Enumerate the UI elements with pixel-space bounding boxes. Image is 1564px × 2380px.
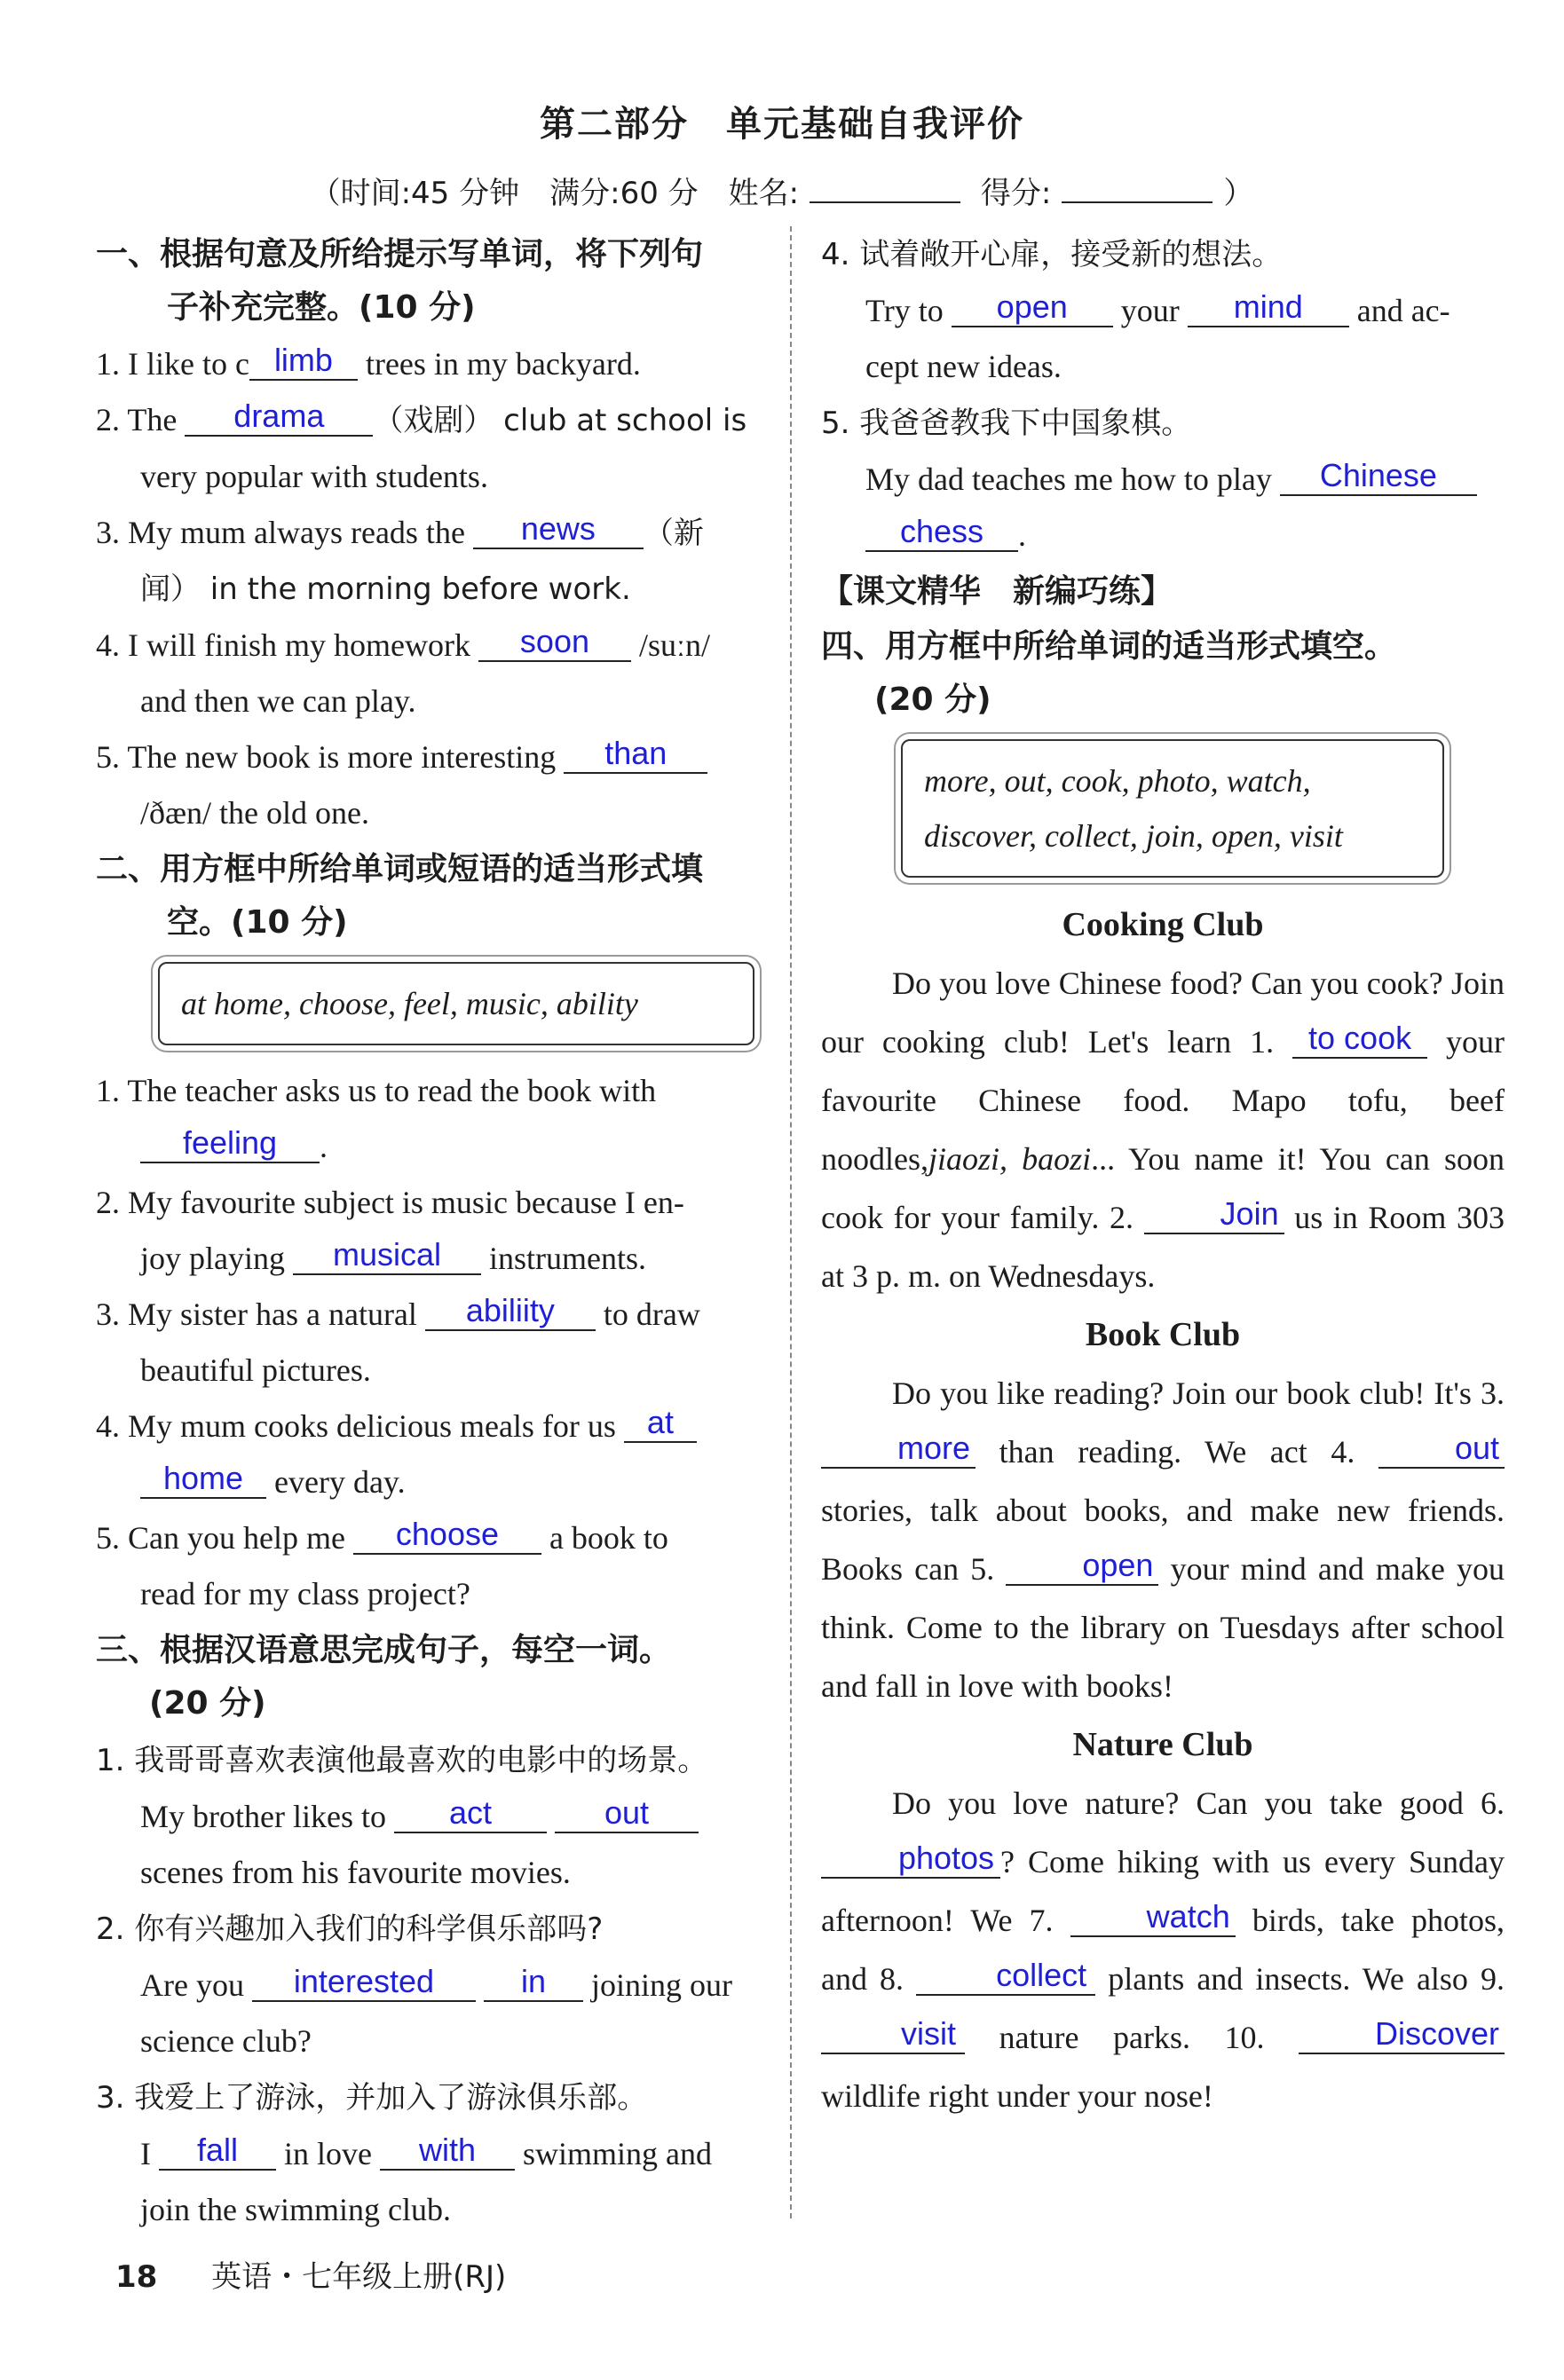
s1-item-text: and then we can play. — [140, 683, 416, 719]
answer-blank: out — [555, 1794, 699, 1833]
passage-text: your favourite Chinese food. Mapo tofu, beef noodles, — [821, 1024, 1505, 1177]
section1-heading-line1: 一、根据句意及所给提示写单词，将下列句 — [96, 236, 704, 272]
section2-word-box — [158, 962, 754, 1045]
cooking-club-title: Cooking Club — [1062, 906, 1264, 943]
s3-item-text: Are you — [140, 1967, 252, 2003]
s1-item-text: /suːn/ — [630, 627, 710, 663]
answer-blank: Discover — [1299, 2015, 1505, 2054]
s3-item-text: . — [1018, 517, 1026, 553]
section1-heading — [96, 228, 779, 335]
s3-item-text: joining our — [582, 1967, 732, 2003]
nature-club-paragraph — [821, 1774, 1505, 2125]
section3-heading — [96, 1624, 779, 1730]
s3-item-text: My dad teaches me how to play — [865, 461, 1280, 497]
s2-item-text: instruments. — [480, 1241, 646, 1276]
s3-item-text: My brother likes to — [140, 1799, 394, 1834]
section4-tag-text: 【课文精华 新编巧练】 — [821, 573, 1173, 610]
s2-item-text: . — [320, 1129, 328, 1164]
s3-item-chinese: 3. 我爱上了游泳，并加入了游泳俱乐部。 — [96, 2080, 648, 2116]
passage-text: ? Come hiking with us every Sunday afternoon! We 7. — [821, 1844, 1505, 1938]
passage-text: than reading. We act 4. — [999, 1434, 1355, 1470]
s1-item-text: （戏剧） club at school is — [373, 403, 747, 438]
answer-blank: open — [1006, 1547, 1158, 1586]
section3-heading-line2: (20 分) — [149, 1685, 266, 1722]
s3-item-text: cept new ideas. — [865, 349, 1062, 384]
passage-text: wildlife right under your nose! — [821, 2078, 1213, 2114]
answer-blank: Join — [1144, 1195, 1284, 1234]
s3-item-2 — [96, 1901, 779, 2069]
s3-item-text: I — [140, 2136, 159, 2171]
passage-text: your mind and make you think. Come to the library on Tuesdays after school and fall in love with books! — [821, 1551, 1505, 1704]
name-blank — [810, 175, 960, 203]
page-title: 第二部分 单元基础自我评价 — [540, 104, 1024, 145]
s2-item-1 — [96, 1063, 779, 1175]
answer-blank: act — [394, 1794, 547, 1833]
section2-heading — [96, 843, 779, 950]
s2-item-text: 3. My sister has a natural — [96, 1296, 425, 1332]
s1-item-5 — [96, 729, 779, 841]
answer-blank: open — [952, 288, 1113, 327]
s2-item-text: every day. — [266, 1464, 406, 1500]
answer-blank: with — [380, 2132, 515, 2171]
s1-item-text: 1. I like to c — [96, 346, 249, 382]
passage-text: nature parks. 10. — [999, 2020, 1265, 2055]
answer-blank: at — [624, 1404, 697, 1443]
passage-text: Do you love Chinese food? Can you cook? Join our cooking club! Let's learn 1. — [821, 965, 1505, 1060]
s2-item-text: read for my class project? — [140, 1576, 470, 1612]
s2-item-5 — [96, 1510, 779, 1622]
answer-blank: musical — [293, 1236, 481, 1275]
s1-item-text: 4. I will finish my homework — [96, 627, 478, 663]
s2-item-2 — [96, 1175, 779, 1287]
answer-blank: in — [484, 1963, 583, 2002]
answer-blank: home — [140, 1460, 266, 1499]
word-box-line: discover, collect, join, open, visit — [924, 818, 1343, 854]
passage-text: plants and insects. We also 9. — [1108, 1961, 1505, 1997]
section1-heading-line2: 子补充完整。(10 分) — [167, 289, 476, 326]
answer-blank: more — [821, 1430, 976, 1469]
answer-blank: mind — [1188, 288, 1349, 327]
s3-item-chinese: 4. 试着敞开心扉，接受新的想法。 — [821, 237, 1283, 272]
section4-heading — [821, 620, 1505, 727]
answer-blank: choose — [353, 1516, 541, 1555]
s2-item-text: a book to — [541, 1520, 668, 1556]
section4-tag — [821, 565, 1505, 619]
s2-item-text: 5. Can you help me — [96, 1520, 353, 1556]
time-label: （时间:45 分钟 满分:60 分 姓名: — [310, 176, 800, 211]
section4-heading-line2: (20 分) — [874, 682, 991, 718]
book-club-title: Book Club — [1085, 1316, 1241, 1353]
s3-item-chinese: 2. 你有兴趣加入我们的科学俱乐部吗? — [96, 1911, 604, 1947]
s3-item-3 — [96, 2069, 779, 2238]
s3-item-5 — [821, 395, 1505, 563]
answer-blank: out — [1378, 1430, 1505, 1469]
s1-item-text: trees in my backyard. — [357, 346, 641, 382]
s2-item-text: 4. My mum cooks delicious meals for us — [96, 1408, 624, 1444]
passage-text: birds, take photos, and 8. — [821, 1903, 1505, 1997]
answer-blank: than — [564, 735, 707, 774]
page-number: 18 — [115, 2259, 158, 2295]
s1-item-text: （新 — [643, 516, 704, 551]
s3-item-text: and ac- — [1348, 293, 1450, 328]
answer-blank: interested — [252, 1963, 476, 2002]
s1-item-text: /ðæn/ the old one. — [140, 795, 369, 831]
s1-item-3 — [96, 505, 779, 618]
nature-club-title: Nature Club — [1072, 1726, 1253, 1763]
s3-item-4 — [821, 226, 1505, 395]
answer-blank: visit — [821, 2015, 965, 2054]
answer-blank: drama — [185, 398, 373, 437]
s3-item-text: join the swimming club. — [140, 2192, 451, 2227]
answer-blank: limb — [249, 342, 358, 381]
cooking-club-paragraph — [821, 954, 1505, 1305]
score-label: 得分: — [980, 176, 1052, 211]
s2-item-text: beautiful pictures. — [140, 1352, 371, 1388]
answer-blank: feeling — [140, 1124, 320, 1163]
s1-item-text: 5. The new book is more interesting — [96, 739, 565, 775]
answer-blank: collect — [916, 1957, 1095, 1996]
section2-heading-line2: 空。(10 分) — [167, 904, 348, 941]
section2-heading-line1: 二、用方框中所给单词或短语的适当形式填 — [96, 851, 704, 887]
answer-blank: watch — [1070, 1898, 1236, 1937]
s1-item-1 — [96, 336, 779, 392]
left-column — [96, 226, 779, 2238]
s3-item-text: Try to — [865, 293, 952, 328]
column-divider — [790, 226, 792, 2218]
s3-item-text: in love — [276, 2136, 380, 2171]
s1-item-text: very popular with students. — [140, 459, 488, 494]
book-title: 英语・七年级上册(RJ) — [211, 2259, 507, 2295]
s3-item-chinese: 1. 我哥哥喜欢表演他最喜欢的电影中的场景。 — [96, 1743, 708, 1778]
answer-blank: news — [473, 510, 644, 549]
section4-word-box — [901, 739, 1444, 878]
answer-blank: soon — [478, 623, 631, 662]
answer-blank: photos — [821, 1840, 1000, 1879]
passage-text: Do you love nature? Can you take good 6. — [892, 1785, 1505, 1821]
passage-text: us in Room 303 at 3 p. m. on Wednesdays. — [821, 1200, 1505, 1294]
exam-meta-line — [0, 169, 1564, 212]
passage-text: stories, talk about books, and make new friends. Books can 5. — [821, 1493, 1505, 1587]
s3-item-text: scenes from his favourite movies. — [140, 1855, 571, 1890]
s3-item-chinese: 5. 我爸爸教我下中国象棋。 — [821, 406, 1192, 441]
close-paren: ） — [1223, 176, 1254, 211]
s2-item-text: 1. The teacher asks us to read the book with — [96, 1073, 657, 1108]
s3-item-text: science club? — [140, 2023, 312, 2059]
s1-item-text: 3. My mum always reads the — [96, 515, 473, 550]
word-box-text: at home, choose, feel, music, ability — [181, 986, 638, 1021]
s2-item-text: 2. My favourite subject is music because I en- — [96, 1185, 684, 1220]
s3-item-text: swimming and — [514, 2136, 712, 2171]
answer-blank: chess — [865, 513, 1018, 552]
passage-text: ... You name it! You can soon cook for your family. 2. — [821, 1141, 1505, 1235]
section3-heading-line1: 三、根据汉语意思完成句子，每空一词。 — [96, 1632, 672, 1668]
s2-item-text: to draw — [595, 1296, 700, 1332]
word-box-line: more, out, cook, photo, watch, — [924, 763, 1311, 799]
passage-text: jiaozi, baozi — [928, 1141, 1092, 1177]
right-column — [821, 226, 1505, 2125]
answer-blank: abiliity — [425, 1292, 596, 1331]
book-club-paragraph — [821, 1364, 1505, 1715]
s2-item-4 — [96, 1399, 779, 1510]
s1-item-text: 闻） in the morning before work. — [140, 571, 631, 607]
answer-blank: Chinese — [1280, 457, 1477, 496]
page-footer — [115, 2252, 506, 2296]
s2-item-3 — [96, 1287, 779, 1399]
passage-text: Do you like reading? Join our book club! It's 3. — [892, 1375, 1505, 1411]
answer-blank: to cook — [1292, 1020, 1427, 1059]
s1-item-2 — [96, 392, 779, 505]
section4-heading-line1: 四、用方框中所给单词的适当形式填空。 — [821, 628, 1397, 665]
s3-item-text: your — [1112, 293, 1188, 328]
s1-item-text: 2. The — [96, 402, 186, 437]
score-blank — [1062, 175, 1212, 203]
s2-item-text: joy playing — [140, 1241, 293, 1276]
s1-item-4 — [96, 618, 779, 729]
s3-item-1 — [96, 1732, 779, 1901]
answer-blank: fall — [159, 2132, 276, 2171]
